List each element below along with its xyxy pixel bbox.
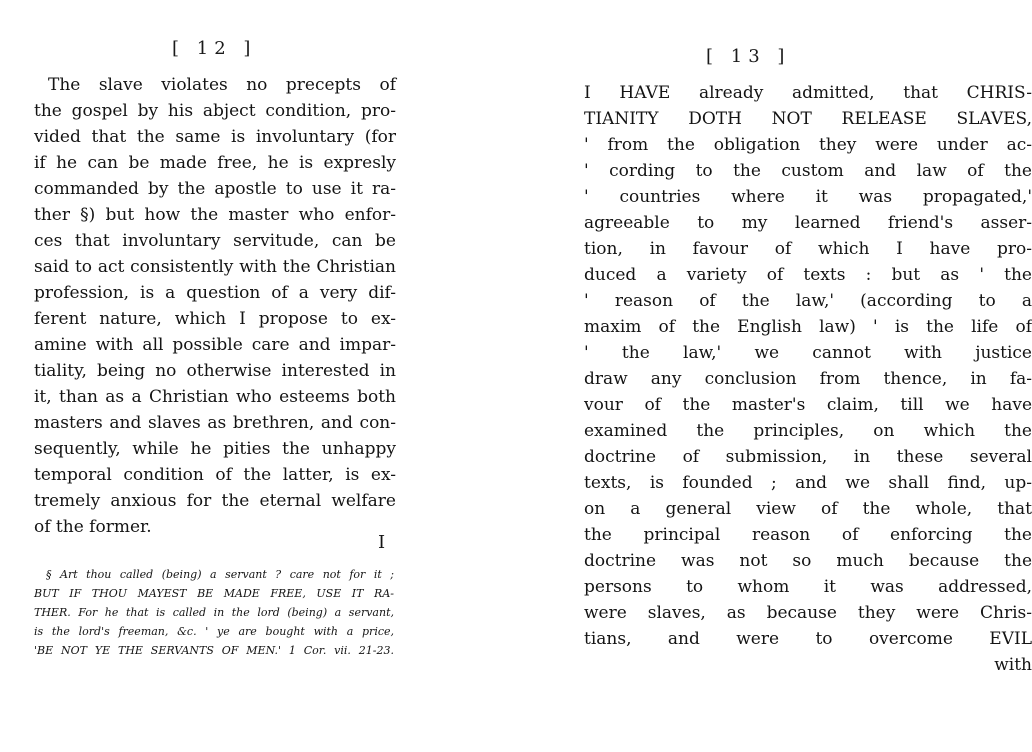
text-line: tians, and were to overcome EVIL xyxy=(584,629,1032,649)
text-line: vided that the same is involuntary (for xyxy=(34,127,396,147)
text-line: ' reason of the law,' (according to a xyxy=(584,291,1032,311)
page-number-left: [ 12 ] xyxy=(172,38,257,59)
footnote-line: THER. For he that is called in the lord (being) a servant, xyxy=(34,606,394,619)
text-line: on a general view of the whole, that xyxy=(584,499,1032,519)
text-line: agreeable to my learned friend's asser- xyxy=(584,213,1032,233)
text-line: amine with all possible care and impar- xyxy=(34,335,396,355)
text-line: examined the principles, on which the xyxy=(584,421,1032,441)
page-number-right: [ 13 ] xyxy=(706,46,791,67)
footnote-line: 'BE NOT YE THE SERVANTS OF MEN.' 1 Cor. vii. 21-23. xyxy=(34,644,394,657)
text-line: ces that involuntary servitude, can be xyxy=(34,231,396,251)
text-line: ' countries where it was propagated,' xyxy=(584,187,1032,207)
text-line: tion, in favour of which I have pro- xyxy=(584,239,1032,259)
text-line: temporal condition of the latter, is ex- xyxy=(34,465,396,485)
text-line: TIANITY DOTH NOT RELEASE SLAVES, xyxy=(584,109,1032,129)
text-line: ther §) but how the master who enfor- xyxy=(34,205,396,225)
text-line: of the former. xyxy=(34,517,152,537)
text-line: were slaves, as because they were Chris- xyxy=(584,603,1032,623)
text-line: ' the law,' we cannot with justice xyxy=(584,343,1032,363)
footnote xyxy=(34,565,394,660)
right-page xyxy=(490,0,1032,752)
text-line: vour of the master's claim, till we have xyxy=(584,395,1032,415)
text-line: commanded by the apostle to use it ra- xyxy=(34,179,396,199)
text-line: doctrine was not so much because the xyxy=(584,551,1032,571)
text-line: ' cording to the custom and law of the xyxy=(584,161,1032,181)
footnote-line: is the lord's freeman, &c. ' ye are bought with a price, xyxy=(34,625,394,638)
text-line: draw any conclusion from thence, in fa- xyxy=(584,369,1032,389)
text-line: I HAVE already admitted, that CHRIS- xyxy=(584,83,1032,103)
footnote-line: BUT IF THOU MAYEST BE MADE FREE, USE IT RA- xyxy=(34,587,394,600)
text-line: ' from the obligation they were under ac- xyxy=(584,135,1032,155)
gutter xyxy=(470,0,490,752)
catchword-right: with xyxy=(994,655,1032,675)
text-line: ferent nature, which I propose to ex- xyxy=(34,309,396,329)
text-line: tiality, being no otherwise interested in xyxy=(34,361,396,381)
text-line: texts, is founded ; and we shall find, up- xyxy=(584,473,1032,493)
text-line: maxim of the English law) ' is the life of xyxy=(584,317,1032,337)
text-line: duced a variety of texts : but as ' the xyxy=(584,265,1032,285)
text-line: if he can be made free, he is expresly xyxy=(34,153,396,173)
text-line: sequently, while he pities the unhappy xyxy=(34,439,396,459)
text-line: tremely anxious for the eternal welfare xyxy=(34,491,396,511)
text-line: profession, is a question of a very dif- xyxy=(34,283,396,303)
text-line: doctrine of submission, in these several xyxy=(584,447,1032,467)
text-line: persons to whom it was addressed, xyxy=(584,577,1032,597)
text-line: the gospel by his abject condition, pro- xyxy=(34,101,396,121)
catchword-left: I xyxy=(378,532,386,553)
text-line: masters and slaves as brethren, and con- xyxy=(34,413,396,433)
right-body-text xyxy=(584,80,1032,678)
left-body-text xyxy=(34,72,396,540)
text-line: it, than as a Christian who esteems both xyxy=(34,387,396,407)
text-line: said to act consistently with the Christian xyxy=(34,257,396,277)
left-page xyxy=(0,0,470,752)
text-line: the principal reason of enforcing the xyxy=(584,525,1032,545)
text-line: The slave violates no precepts of xyxy=(48,75,396,95)
footnote-line: § Art thou called (being) a servant ? care not for it ; xyxy=(46,568,394,581)
